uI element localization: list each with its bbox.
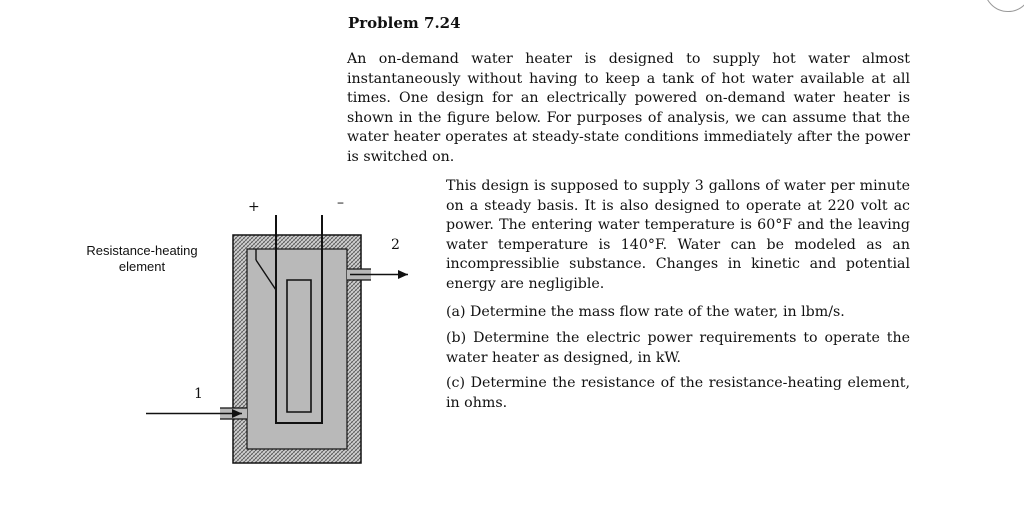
negative-terminal-label: – [337,195,344,211]
resistance-element-label [83,243,201,275]
bleed-through-text [110,10,113,25]
corner-circle-mark [984,0,1024,12]
positive-terminal-label: + [248,199,260,215]
problem-title: Problem 7.24 [348,14,461,32]
water-heater-diagram [80,190,410,480]
tank-interior [247,249,347,449]
resistance-element-label-line1: Resistance-heating [86,243,198,258]
outlet-state-label: 2 [391,237,400,253]
question-c: (c) Determine the resistance of the resistance-heating element, in ohms. [446,375,910,411]
problem-intro: An on-demand water heater is designed to supply hot water almost instantaneously without having to keep a tank of hot water available at all times. One design for an electrically powered on-demand water heater is shown in the figure below. For purposes of analysis, we can assume that the water heater operates at steady-state conditions immediately after the power is switched on. [347,51,910,165]
question-b: (b) Determine the electric power requirements to operate the water heater as designed, in kW. [446,330,910,366]
resistance-element-label-line2: element [118,259,166,274]
problem-description: This design is supposed to supply 3 gallons of water per minute on a steady basis. It is also designed to operate at 220 volt ac power. The entering water temperature is 60°F and the leaving water temperature is 140°F. Water can be modeled as an incompressiblie substance. Changes in kinetic and potential energy are negligible. [446,178,910,292]
question-a: (a) Determine the mass flow rate of the water, in lbm/s. [446,304,845,320]
inlet-state-label: 1 [194,386,203,402]
